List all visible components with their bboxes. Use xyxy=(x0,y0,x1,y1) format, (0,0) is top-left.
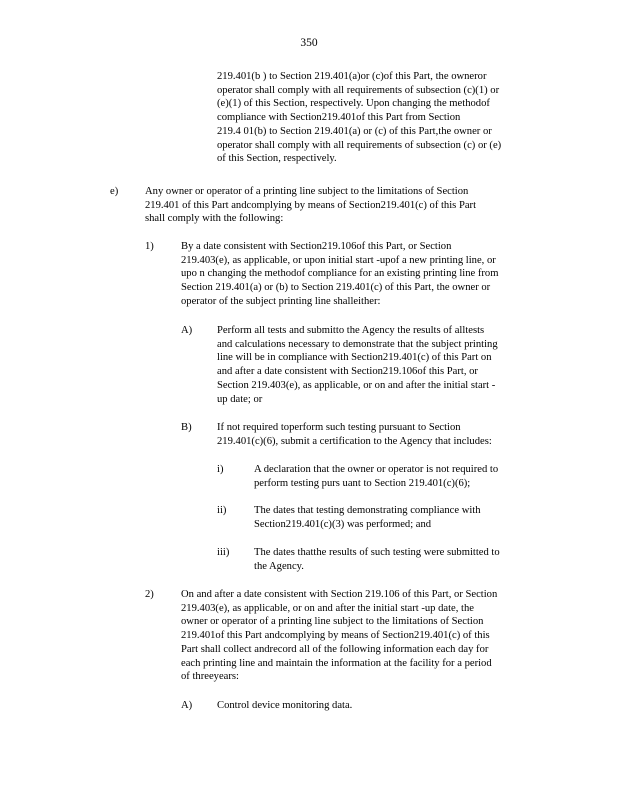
item-A2-label: A) xyxy=(181,700,193,711)
item-ii-text: The dates that testing demonstrating compliance with Section219.401(c)(3) was performed; and xyxy=(254,505,481,530)
continued-paragraph: 219.401(b ) to Section 219.401(a)or (c)of this Part, the owneror operator shall comply with all requirements of subsection (c)(1) or (e)(1) of this Section, respectively. Upon changing the methodof compliance with Section219.401of this Part from Section 219.4 01(b) to Section 219.401(a) or (c) of this Part,the owner or operator shall comply with all requirements of subsection (c) or (e) of this Section, respectively. xyxy=(217,71,502,165)
item-A-label: A) xyxy=(181,325,193,336)
item-2-label: 2) xyxy=(145,589,154,600)
item-A-text: Perform all tests and submitto the Agency the results of alltests and calculations necessary to demonstrate that the subject printing line will be in compliance with Section219.401(c) of this Part on and after a date consistent with Section219.106of this Part, or Section 219.403(e), as applicable, or on and after the initial start - up date; or xyxy=(217,325,498,405)
item-i-text: A declaration that the owner or operator is not required to perform testing purs uant to Section 219.401(c)(6); xyxy=(254,464,499,489)
item-ii-label: ii) xyxy=(217,505,227,516)
item-2-text: On and after a date consistent with Section 219.106 of this Part, or Section 219.403(e), as applicable, or on and after the initial start -up date, the owner or operator of a printing line subject to the limitations of Section 219.401of this Part andcomplying by means of Section219.401(c) of this Part shall collect andrecord all of the following information each day for each printing line and maintain the information at the facility for a period of threeyears: xyxy=(181,589,498,683)
item-iii-text: The dates thatthe results of such testing were submitted to the Agency. xyxy=(254,547,500,572)
item-e-text: Any owner or operator of a printing line subject to the limitations of Section 219.401 of this Part andcomplying by means of Section219.401(c) of this Part shall comply with the following: xyxy=(145,186,477,225)
item-iii-label: iii) xyxy=(217,547,230,558)
item-B-label: B) xyxy=(181,422,192,433)
item-i-label: i) xyxy=(217,464,224,475)
item-e-label: e) xyxy=(110,186,119,197)
item-A2-text: Control device monitoring data. xyxy=(217,700,353,711)
item-1-label: 1) xyxy=(145,241,154,252)
item-B-text: If not required toperform such testing pursuant to Section 219.401(c)(6), submit a certification to the Agency that includes: xyxy=(217,422,492,447)
page-number: 350 xyxy=(300,37,318,49)
item-1-text: By a date consistent with Section219.106of this Part, or Section 219.403(e), as applicable, or upon initial start -upof a new printing line, or upo n changing the methodof compliance for an existing printing line from Section 219.401(a) or (b) to Section 219.401(c) of this Part, the owner or operator of the subject printing line shalleither: xyxy=(181,241,499,307)
